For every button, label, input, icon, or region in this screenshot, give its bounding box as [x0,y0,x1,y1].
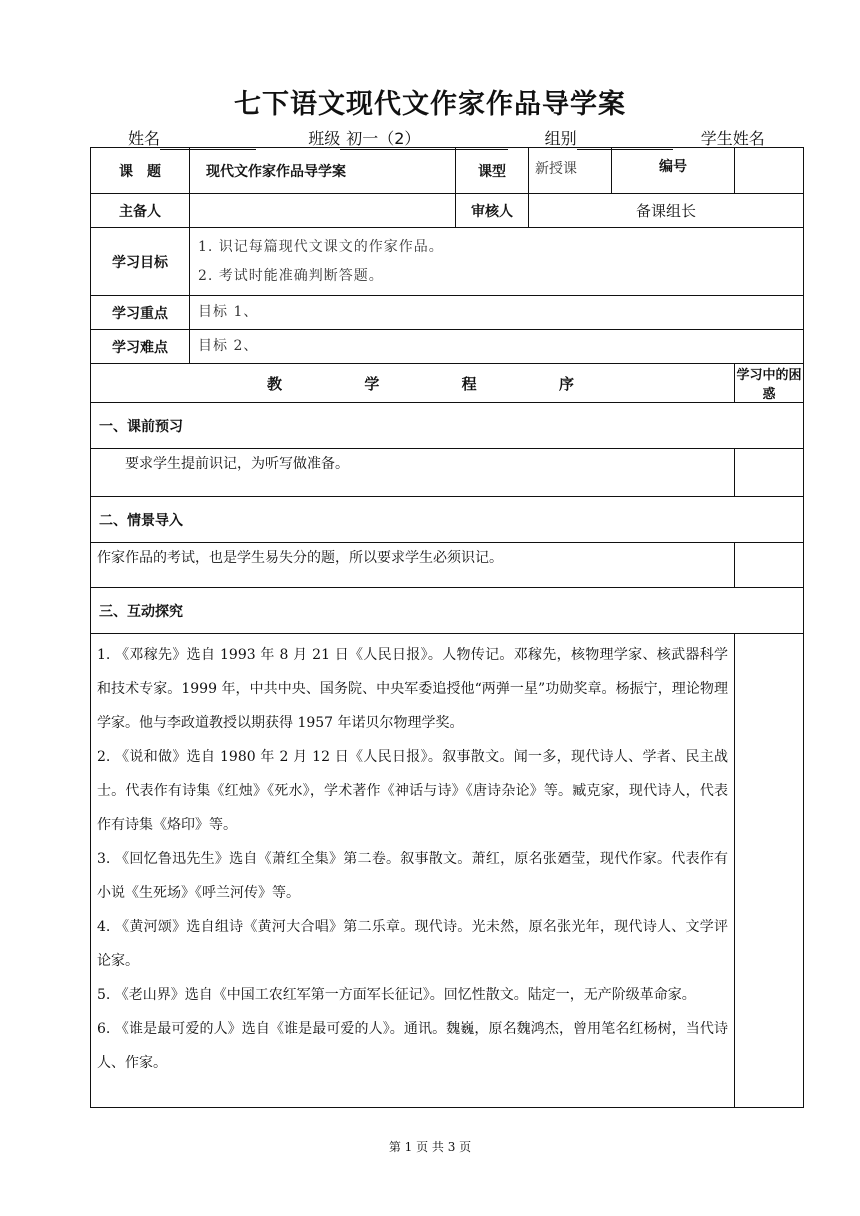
list-item: 2. 《说和做》选自 1980 年 2 月 12 日《人民日报》。叙事散文。闻一多，现代诗人、学者、民主战士。代表作有诗集《红烛》《死水》，学术著作《神话与诗》《唐诗杂论》等。臧克家，现代诗人，代表作有诗集《烙印》等。 [97,749,728,833]
student-name-label: 学生姓名 [700,129,765,148]
topic-value: 现代文作家作品导学案 [190,148,456,194]
procedure-char: 序 [558,374,574,393]
section-2-title: 二、情景导入 [91,497,804,543]
topic-label: 课 题 [91,148,190,194]
procedure-char: 程 [461,374,477,393]
preparer-label: 主备人 [91,194,190,228]
type-value: 新授课 [529,148,612,194]
goals-list [190,228,804,296]
key-point-label: 学习重点 [91,296,190,330]
list-item: 4. 《黄河颂》选自组诗《黄河大合唱》第二乐章。现代诗。光未然，原名张光年，现代诗人、文学评论家。 [97,919,728,969]
section-1-title: 一、课前预习 [91,403,804,449]
key-point-value: 目标 1、 [190,296,804,330]
class-label: 班级 [308,129,341,148]
procedure-header [91,364,735,403]
section-3-content [91,634,735,1108]
page-footer: 第 1 页 共 3 页 [388,1140,472,1154]
procedure-char: 学 [364,374,380,393]
list-item: 6. 《谁是最可爱的人》选自《谁是最可爱的人》。通讯。魏巍，原名魏鸿杰，曾用笔名红杨树，当代诗人、作家。 [97,1021,728,1071]
list-item: 5. 《老山界》选自《中国工农红军第一方面军长征记》。回忆性散文。陆定一，无产阶级革命家。 [97,987,696,1003]
procedure-char: 教 [267,374,283,393]
preparer-value[interactable] [190,194,456,228]
goal-item: 1. 识记每篇现代文课文的作家作品。 [198,238,444,255]
number-label: 编号 [612,148,735,194]
reviewer-label: 审核人 [456,194,529,228]
section-2-text: 作家作品的考试，也是学生易失分的题，所以要求学生必须识记。 [91,543,735,588]
list-item: 3. 《回忆鲁迅先生》选自《萧红全集》第二卷。叙事散文。萧红，原名张廼莹，现代作家。代表作有小说《生死场》《呼兰河传》等。 [97,851,728,901]
name-label: 姓名 [128,129,161,148]
confusion-label: 学习中的困惑 [735,364,804,403]
section-3-confusion[interactable] [735,634,804,1108]
section-1-text: 要求学生提前识记，为听写做准备。 [91,449,735,497]
goal-item: 2. 考试时能准确判断答题。 [198,267,384,284]
group-label: 组别 [544,129,577,148]
class-value[interactable]: 初一（2） [346,126,420,150]
difficulty-label: 学习难点 [91,330,190,364]
number-value[interactable] [735,148,804,194]
type-label: 课型 [456,148,529,194]
section-1-confusion[interactable] [735,449,804,497]
difficulty-value: 目标 2、 [190,330,804,364]
reviewer-value: 备课组长 [529,194,804,228]
goals-label: 学习目标 [91,228,190,296]
section-3-title: 三、互动探究 [91,588,804,634]
section-2-confusion[interactable] [735,543,804,588]
lesson-table [90,147,804,1108]
list-item: 1. 《邓稼先》选自 1993 年 8 月 21 日《人民日报》。人物传记。邓稼先，核物理学家、核武器科学和技术专家。1999 年，中共中央、国务院、中央军委追授他“两弹一星”功勋奖章。杨振宁，理论物理学家。他与李政道教授以期获得 1957 年诺贝尔物理学奖。 [97,647,728,731]
page-title: 七下语文现代文作家作品导学案 [234,89,626,120]
